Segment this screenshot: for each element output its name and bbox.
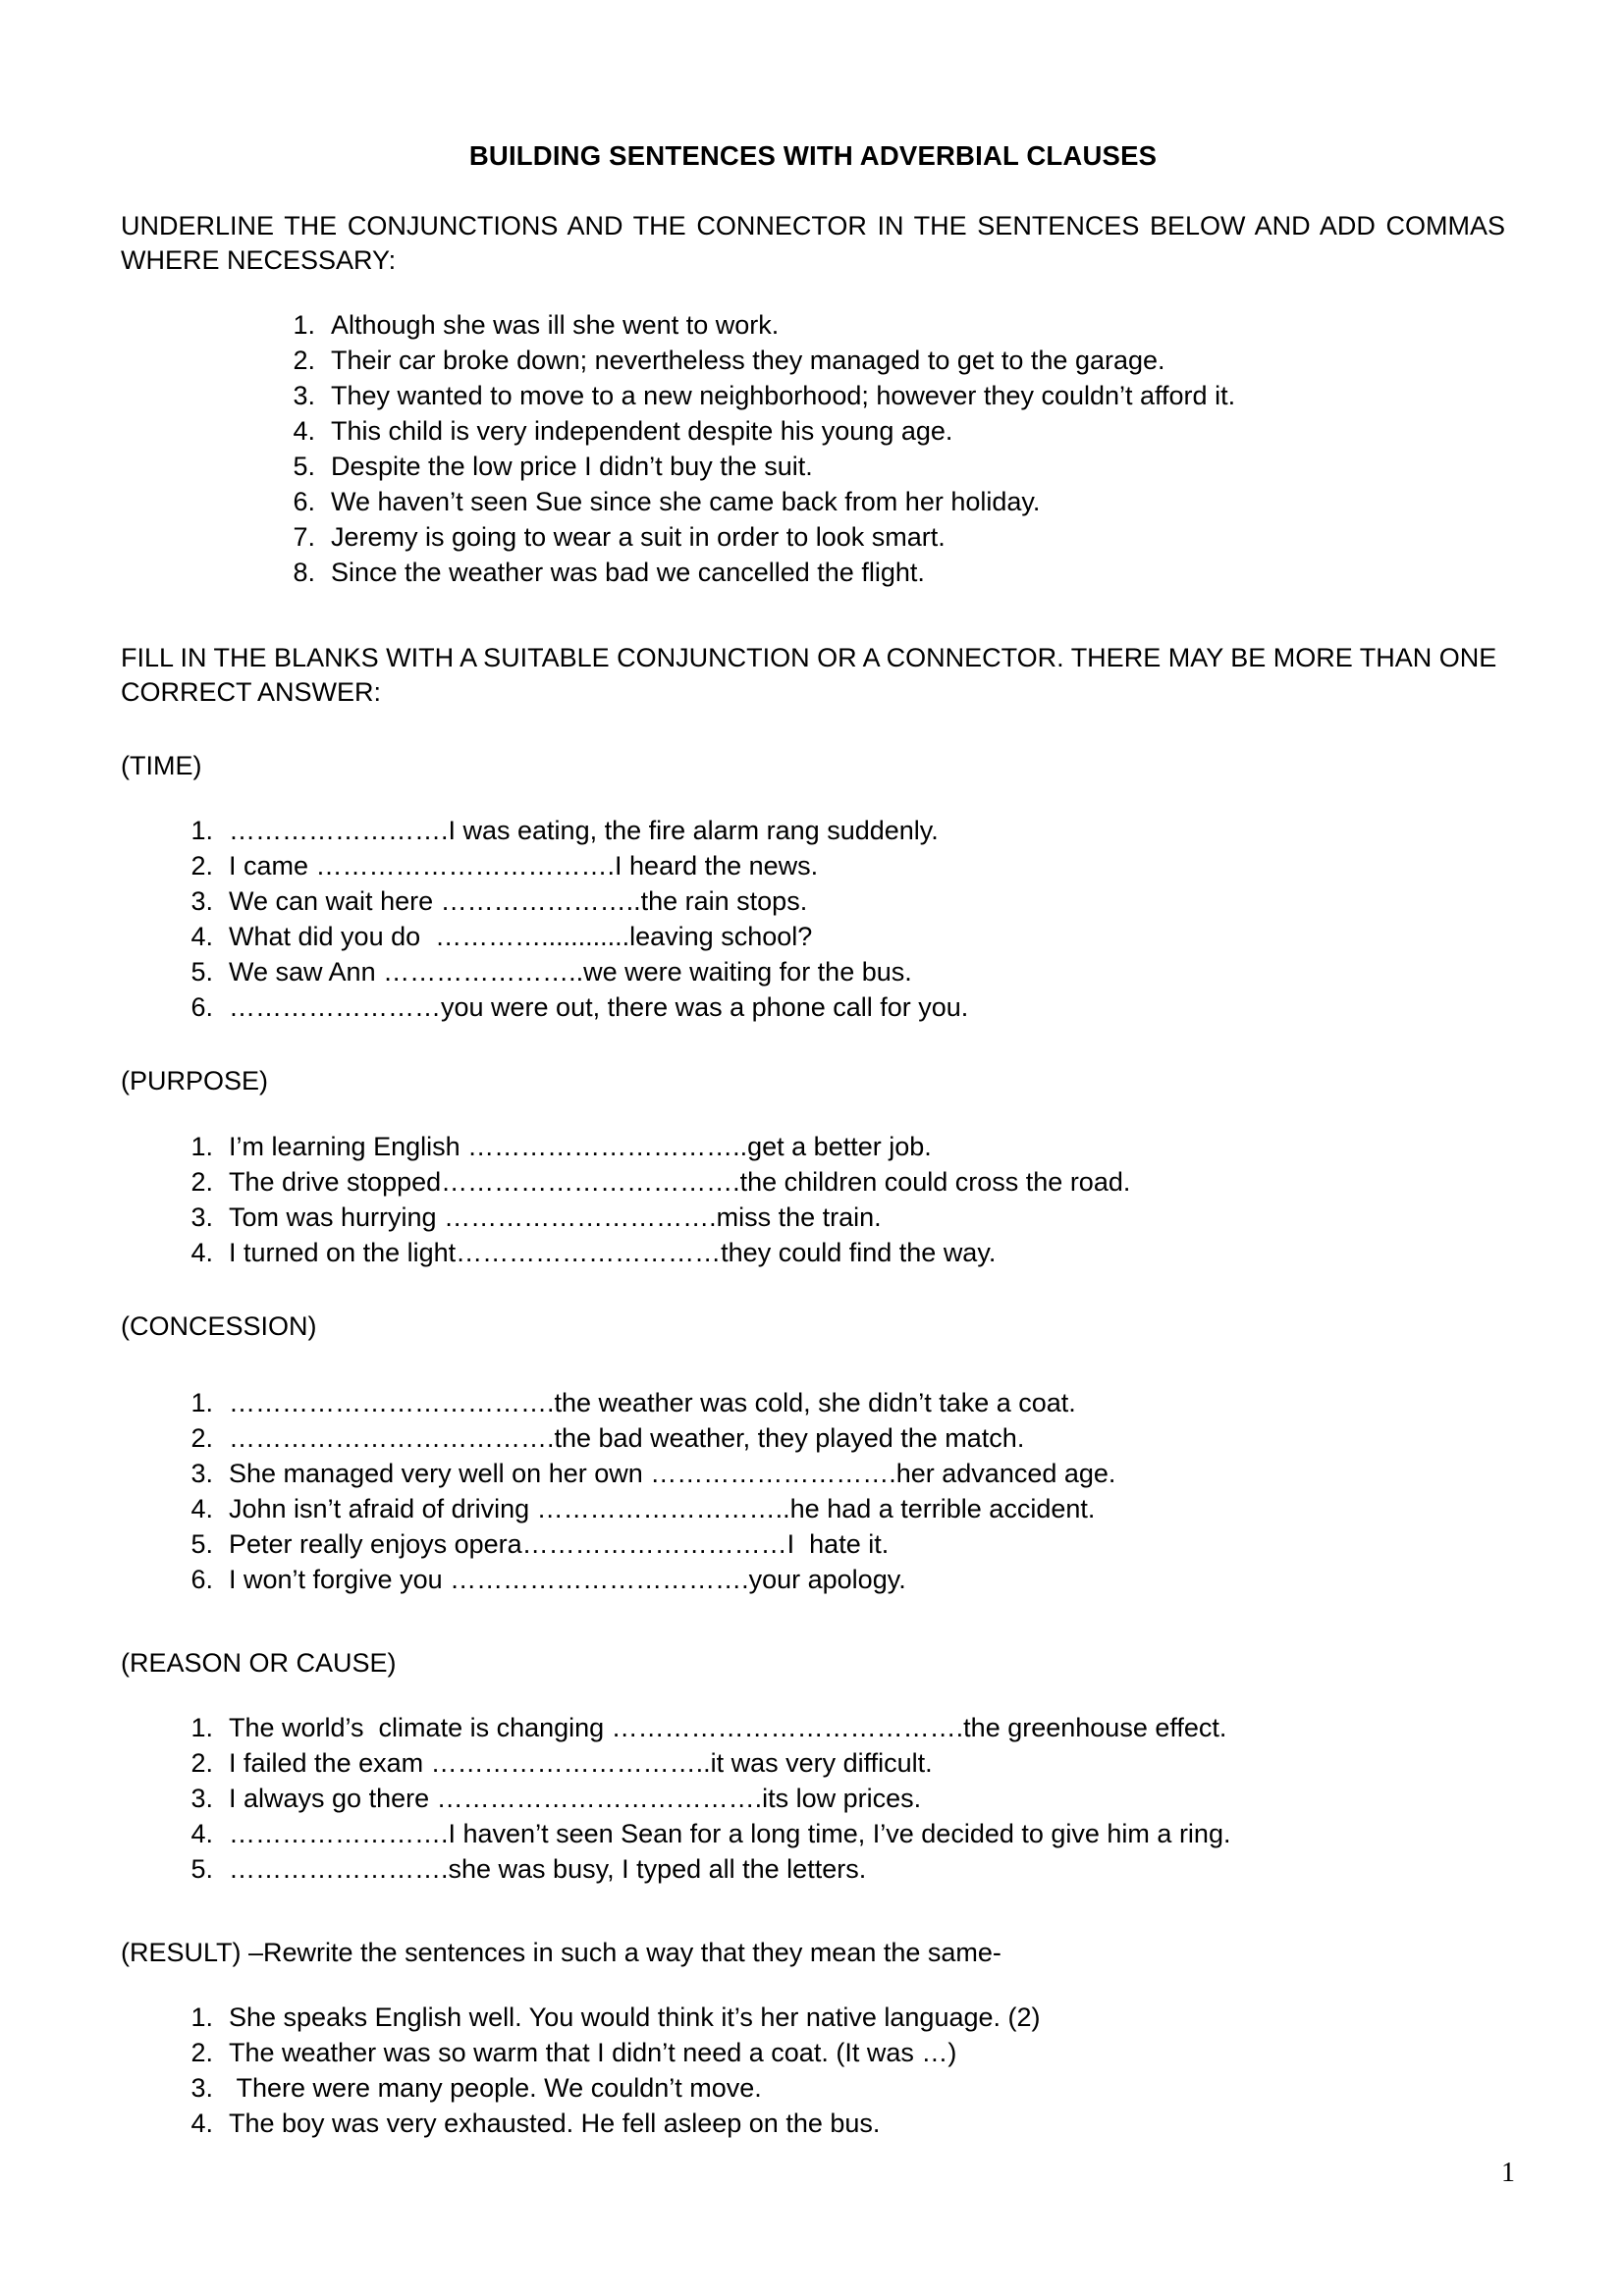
list-item [168,1129,1505,1164]
list-item-text: Tom was hurrying ………………………….miss the train. [229,1201,882,1232]
list-item-number: 2. [190,1748,213,1779]
list-item-text: We can wait here …………………..the rain stops. [229,886,808,917]
page-title: BUILDING SENTENCES WITH ADVERBIAL CLAUSES [468,140,1158,171]
list-item [168,1420,1505,1456]
list-item-text: The drive stopped…………………………….the children could cross the road. [229,1166,1131,1197]
list-item-text: I turned on the light…………………………they could find the way. [229,1237,997,1267]
spacer [121,1681,1505,1710]
list-item [270,519,1505,555]
list-item [168,1235,1505,1270]
list-item [168,1200,1505,1235]
list-item-number: 5. [190,957,213,988]
list-item-text: I always go there ……………………………….its low prices. [229,1784,922,1814]
list-item-number: 1. [190,1131,213,1161]
spacer [121,783,1505,813]
list-item-number: 4. [190,1819,213,1849]
exercise1-list [270,307,1505,590]
list-item-number: 4. [190,1237,213,1267]
list-item [168,1781,1505,1816]
list-item-number: 2. [190,1166,213,1197]
list-item [270,413,1505,449]
document-content [121,0,1505,2141]
section-label-result: (RESULT) –Rewrite the sentences in such a way that they mean the same- [121,1938,1001,1968]
purpose-list [168,1129,1505,1270]
list-item [168,1385,1505,1420]
list-item [168,813,1505,848]
section-label-purpose: (PURPOSE) [121,1066,269,1096]
spacer [121,1916,1505,1936]
list-item [270,555,1505,590]
list-item-text: Despite the low price I didn’t buy the suit. [331,451,813,481]
spacer [121,278,1505,307]
time-list [168,813,1505,1025]
list-item-number: 3. [190,1201,213,1232]
list-item [168,1816,1505,1851]
list-item [168,1562,1505,1597]
list-item [168,1456,1505,1491]
list-item-text: I won’t forgive you …………………………….your apology. [229,1564,906,1594]
list-item [168,1491,1505,1526]
list-item [168,2070,1505,2106]
list-item-text: The world’s climate is changing ………………………………….the greenhouse effect. [229,1713,1227,1742]
list-item-text: ……………………………….the bad weather, they played the match. [229,1422,1025,1453]
list-item [168,1851,1505,1887]
list-item-text: …………………….I haven’t seen Sean for a long time, I’ve decided to give him a ring. [229,1819,1231,1849]
list-item-number: 1. [190,1387,213,1417]
list-item [270,484,1505,519]
list-item-number: 1. [190,816,213,846]
list-item-text: The weather was so warm that I didn’t need a coat. (It was …) [229,2038,957,2068]
list-item-number: 5. [190,1854,213,1885]
list-item-number: 4. [190,2109,213,2139]
list-item-text: …………………….she was busy, I typed all the letters. [229,1854,867,1885]
spacer [121,1887,1505,1916]
list-item-text: Since the weather was bad we cancelled the flight. [331,557,925,587]
list-item-number: 3. [190,886,213,917]
spacer [121,590,1505,629]
list-item [270,378,1505,413]
spacer [121,1099,1505,1129]
list-item [168,2000,1505,2035]
list-item-number: 5. [293,451,315,481]
spacer [121,170,1505,209]
list-item-text: We haven’t seen Sue since she came back from her holiday. [331,486,1041,516]
list-item [168,919,1505,954]
list-item-text: She managed very well on her own ……………………….her advanced age. [229,1458,1116,1488]
list-item-text: John isn’t afraid of driving ………………………..he had a terrible accident. [229,1493,1096,1523]
list-item-text: …………………….I was eating, the fire alarm rang suddenly. [229,816,939,846]
spacer [121,629,1505,641]
spacer [121,1344,1505,1373]
result-list [168,2000,1505,2141]
list-item-number: 2. [190,851,213,881]
list-item-text: We saw Ann …………………..we were waiting for the bus. [229,957,912,988]
list-item [168,1526,1505,1562]
list-item-number: 3. [293,380,315,410]
spacer [121,1627,1505,1646]
list-item-text: This child is very independent despite his young age. [331,415,953,446]
list-item [168,848,1505,883]
list-item-number: 7. [293,521,315,552]
list-item-number: 1. [293,309,315,340]
list-item [270,343,1505,378]
list-item-number: 4. [190,922,213,952]
list-item-text: There were many people. We couldn’t move. [229,2073,762,2104]
list-item [168,1164,1505,1200]
list-item [168,1745,1505,1781]
list-item-text: I failed the exam …………………………..it was very difficult. [229,1748,933,1779]
list-item-text: Jeremy is going to wear a suit in order to look smart. [331,521,946,552]
list-item-text: Peter really enjoys opera…………………………I hate it. [229,1528,890,1559]
section-label-time: (TIME) [121,751,202,781]
list-item-number: 3. [190,1458,213,1488]
spacer [121,710,1505,749]
spacer [121,1270,1505,1309]
list-item-number: 6. [190,992,213,1023]
spacer [121,1025,1505,1064]
list-item-text: I came …………………………….I heard the news. [229,851,819,881]
list-item-number: 2. [293,345,315,375]
list-item-number: 4. [190,1493,213,1523]
list-item [168,989,1505,1025]
list-item [270,449,1505,484]
list-item-number: 2. [190,2038,213,2068]
list-item-text: I’m learning English …………………………..get a better job. [229,1131,932,1161]
concession-list [168,1385,1505,1597]
spacer [121,1597,1505,1627]
instruction-fill-blanks: FILL IN THE BLANKS WITH A SUITABLE CONJUNCTION OR A CONNECTOR. THERE MAY BE MORE THAN ONE CORRECT ANSWER: [121,642,1497,708]
page-number: 1 [1501,2158,1515,2188]
list-item-text: ……………………you were out, there was a phone call for you. [229,992,969,1023]
list-item-number: 4. [293,415,315,446]
list-item [168,1710,1505,1745]
list-item-number: 8. [293,557,315,587]
list-item-text: What did you do …………............leaving school? [229,922,813,952]
reason-list [168,1710,1505,1887]
list-item-number: 3. [190,2073,213,2104]
list-item-text: Their car broke down; nevertheless they managed to get to the garage. [331,345,1165,375]
list-item-text: Although she was ill she went to work. [331,309,780,340]
list-item [168,2035,1505,2070]
list-item-number: 2. [190,1422,213,1453]
section-label-concession: (CONCESSION) [121,1310,317,1341]
list-item-number: 3. [190,1784,213,1814]
section-label-reason: (REASON OR CAUSE) [121,1647,397,1678]
list-item [168,954,1505,989]
list-item-number: 1. [190,2002,213,2033]
list-item-number: 5. [190,1528,213,1559]
list-item [270,307,1505,343]
list-item-text: ……………………………….the weather was cold, she didn’t take a coat. [229,1387,1076,1417]
instruction-underline-conjunctions: UNDERLINE THE CONJUNCTIONS AND THE CONNECTOR IN THE SENTENCES BELOW AND ADD COMMAS WHERE NECESSARY: [121,210,1505,275]
spacer [121,1373,1505,1385]
list-item-number: 1. [190,1713,213,1742]
list-item [168,883,1505,919]
list-item-text: The boy was very exhausted. He fell asleep on the bus. [229,2109,881,2139]
list-item-text: She speaks English well. You would think it’s her native language. (2) [229,2002,1041,2033]
list-item [168,2106,1505,2141]
list-item-text: They wanted to move to a new neighborhood; however they couldn’t afford it. [331,380,1236,410]
list-item-number: 6. [293,486,315,516]
spacer [121,1970,1505,2000]
list-item-number: 6. [190,1564,213,1594]
